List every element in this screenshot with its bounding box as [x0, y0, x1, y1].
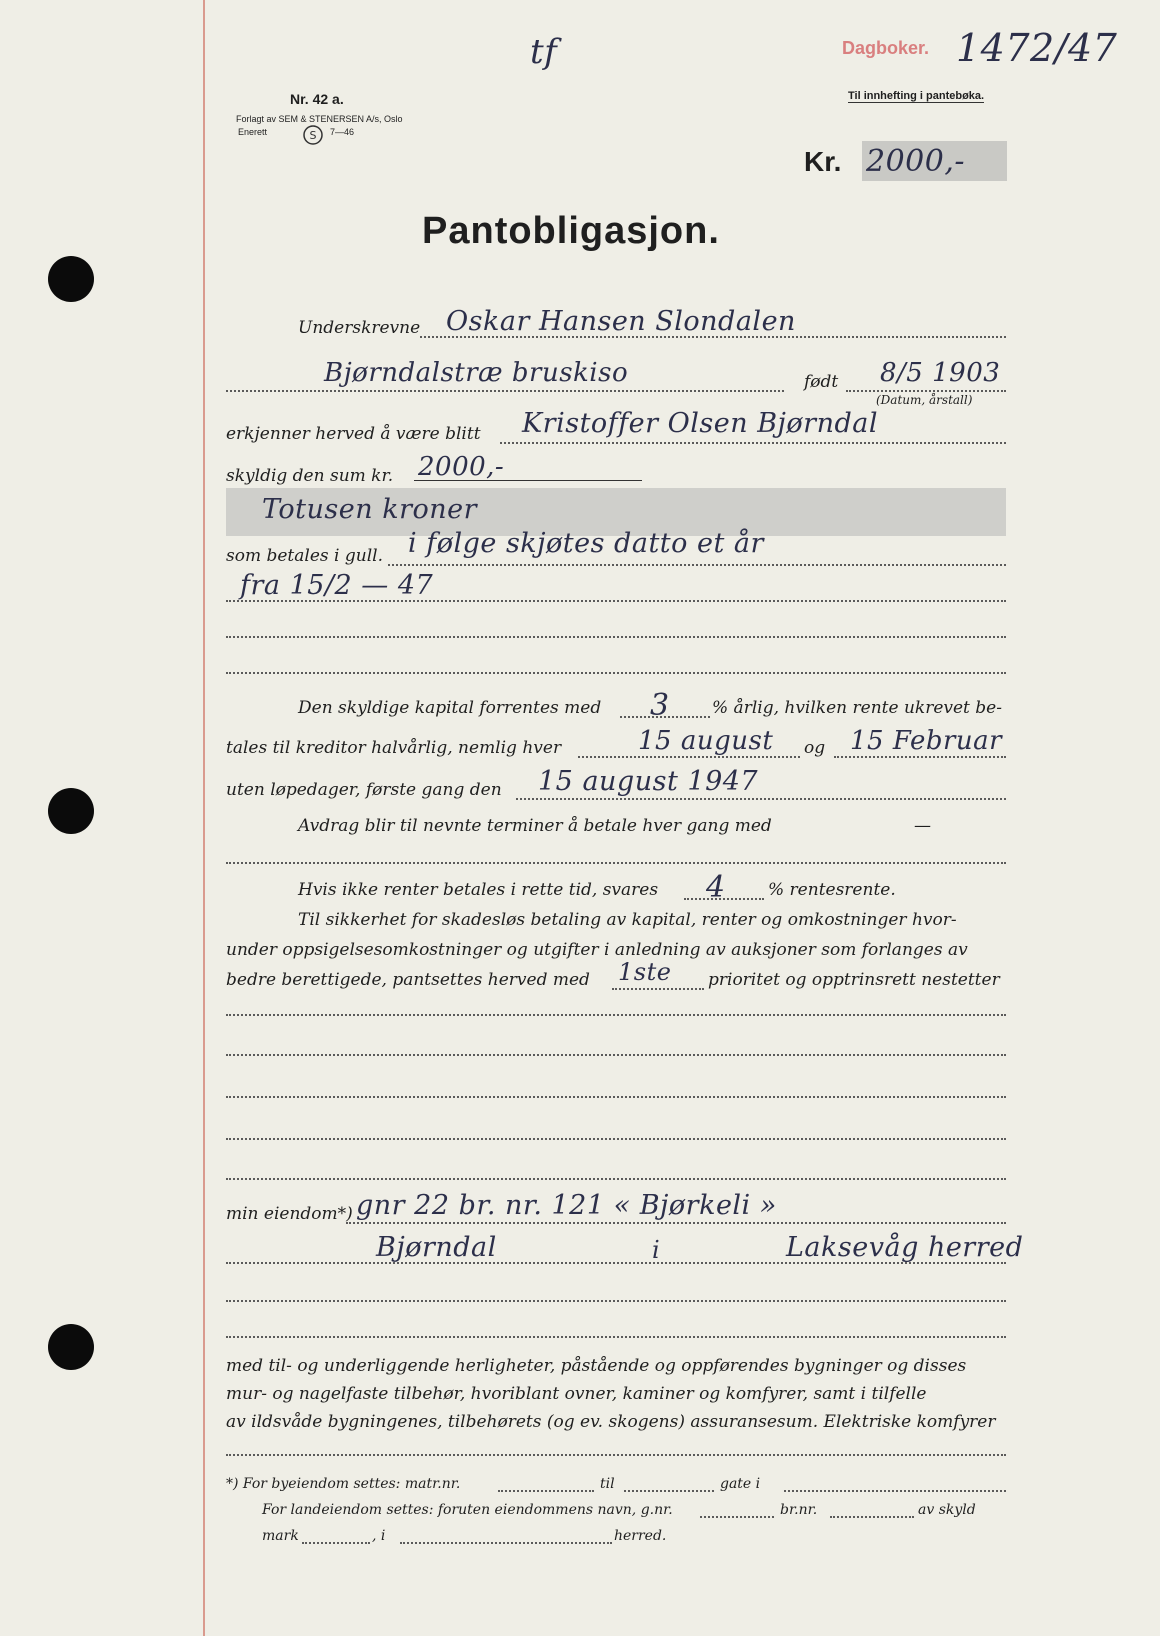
- footnote-dots-4: [700, 1516, 774, 1518]
- publisher-enerett: Enerett: [238, 127, 268, 137]
- datum-note: (Datum, årstall): [876, 393, 973, 407]
- first-payment-date: 15 august 1947: [538, 766, 759, 797]
- footnote-2c: av skyld: [918, 1502, 976, 1518]
- closing-line-2: mur- og nagelfaste tilbehør, hvoriblant ovner, kaminer og komfyrer, samt i tilfelle: [226, 1384, 927, 1404]
- kr-label: Kr.: [804, 146, 842, 177]
- debtor-name: Oskar Hansen Slondalen: [446, 306, 796, 337]
- security-para-1: Til sikkerhet for skadesløs betaling av kapital, renter og omkostninger hvor-: [298, 910, 957, 930]
- birth-date: 8/5 1903: [880, 358, 1001, 388]
- property-description: gnr 22 br. nr. 121 « Bjørkeli »: [356, 1190, 777, 1221]
- footnote-2a: For landeiendom settes: foruten eiendommens navn, g.nr.: [262, 1502, 673, 1518]
- footnote-dots-2: [624, 1490, 714, 1492]
- form-number: Nr. 42 a.: [290, 91, 344, 107]
- blank-line-3: [226, 1096, 1006, 1098]
- skyldig-label: skyldig den sum kr.: [226, 466, 394, 486]
- dagboker-stamp: Dagboker.: [842, 38, 930, 58]
- security-para-2: under oppsigelsesomkostninger og utgifter i anledning av auksjoner som forlanges av: [226, 940, 968, 960]
- footnote-3c: herred.: [614, 1528, 667, 1544]
- og-label: og: [804, 738, 826, 758]
- interest-date-1: 15 august: [638, 726, 774, 756]
- punch-hole: [48, 788, 94, 834]
- debtor-address: Bjørndalstræ bruskiso: [324, 358, 629, 388]
- initials: tf: [530, 32, 558, 72]
- property-label: min eiendom*): [226, 1204, 353, 1224]
- fodt-label: født: [804, 372, 839, 392]
- footnote-1c: gate i: [720, 1476, 761, 1492]
- payment-terms-2: fra 15/2 — 47: [240, 570, 434, 601]
- footnote-dots-7: [400, 1542, 612, 1544]
- publisher-date: 7—46: [330, 127, 355, 137]
- footnote-dots-1: [498, 1490, 594, 1492]
- blank-line-5: [226, 1178, 1006, 1180]
- filing-note: Til innhefting i pantebøka.: [848, 90, 985, 102]
- footnote-dots-6: [302, 1542, 370, 1544]
- property-line-4: [226, 1336, 1006, 1338]
- creditor-name: Kristoffer Olsen Bjørndal: [522, 408, 878, 439]
- sum-in-words: Totusen kroner: [262, 494, 478, 525]
- publisher-line: Forlagt av SEM & STENERSEN A/s, Oslo: [236, 114, 403, 124]
- interest-text-5a: Hvis ikke renter betales i rette tid, svares: [298, 880, 659, 900]
- document-number: 1472/47: [956, 26, 1118, 70]
- property-municipality: Laksevåg herred: [786, 1232, 1024, 1263]
- property-line-3: [226, 1300, 1006, 1302]
- installment-line: [226, 862, 1006, 864]
- property-line-1: [346, 1222, 1006, 1224]
- underskrevne-label: Underskrevne: [298, 318, 421, 338]
- interest-rate: 3: [650, 688, 670, 723]
- interest-text-3a: uten løpedager, første gang den: [226, 780, 502, 800]
- closing-blank-line: [226, 1454, 1006, 1456]
- late-interest-rate: 4: [706, 870, 726, 905]
- closing-line-3: av ildsvåde bygningenes, tilbehørets (og ev. skogens) assuransesum. Elektriske komfyrer: [226, 1412, 996, 1432]
- date1-line: [578, 756, 800, 758]
- document-title: Pantobligasjon.: [422, 210, 720, 252]
- punch-hole: [48, 256, 94, 302]
- erkjenner-label: erkjenner herved å være blitt: [226, 424, 481, 444]
- first-date-line: [516, 798, 1006, 800]
- interest-text-5b: % rentesrente.: [768, 880, 896, 900]
- interest-text-4: Avdrag blir til nevnte terminer å betale hver gang med: [298, 816, 772, 836]
- creditor-line: [500, 442, 1006, 444]
- punch-hole: [48, 1324, 94, 1370]
- closing-line-1: med til- og underliggende herligheter, påstående og oppførendes bygninger og disses: [226, 1356, 967, 1376]
- date2-line: [834, 756, 1006, 758]
- terms-line-4: [226, 672, 1006, 674]
- interest-date-2: 15 Februar: [850, 726, 1003, 756]
- blank-line-4: [226, 1138, 1006, 1140]
- svg-text:S: S: [309, 129, 317, 142]
- footnote-1a: *) For byeiendom settes: matr.nr.: [226, 1476, 461, 1492]
- interest-text-1b: % årlig, hvilken rente ukrevet be-: [712, 698, 1002, 718]
- payment-terms: i følge skjøtes datto et år: [408, 528, 764, 559]
- interest-text-1a: Den skyldige kapital forrentes med: [298, 698, 602, 718]
- priority-value: 1ste: [618, 958, 672, 986]
- footnote-1b: til: [600, 1476, 615, 1492]
- property-i: i: [652, 1236, 661, 1264]
- footnote-2b: br.nr.: [780, 1502, 818, 1518]
- gull-label: som betales i gull.: [226, 546, 383, 566]
- priority-line: [612, 988, 704, 990]
- footnote-3a: mark: [262, 1528, 299, 1544]
- interest-text-2a: tales til kreditor halvårlig, nemlig hver: [226, 738, 562, 758]
- terms-line-3: [226, 636, 1006, 638]
- security-para-3b: prioritet og opptrinsrett nestetter: [708, 970, 1000, 990]
- blank-line-2: [226, 1054, 1006, 1056]
- gull-line: [388, 564, 1006, 566]
- footnote-dots-5: [830, 1516, 914, 1518]
- installment-dash: —: [914, 816, 931, 836]
- fodt-line: [846, 390, 1006, 392]
- footnote-3b: , i: [372, 1528, 386, 1544]
- footnote-dots-3: [784, 1490, 1006, 1492]
- security-para-3a: bedre berettigede, pantsettes herved med: [226, 970, 590, 990]
- property-place: Bjørndal: [376, 1232, 497, 1263]
- sum-amount: 2000,-: [418, 452, 505, 482]
- publisher-logo-icon: [302, 124, 324, 146]
- kr-amount: 2000,-: [866, 144, 966, 179]
- margin-line: [203, 0, 205, 1636]
- address-line: [226, 390, 784, 392]
- blank-line-1: [226, 1014, 1006, 1016]
